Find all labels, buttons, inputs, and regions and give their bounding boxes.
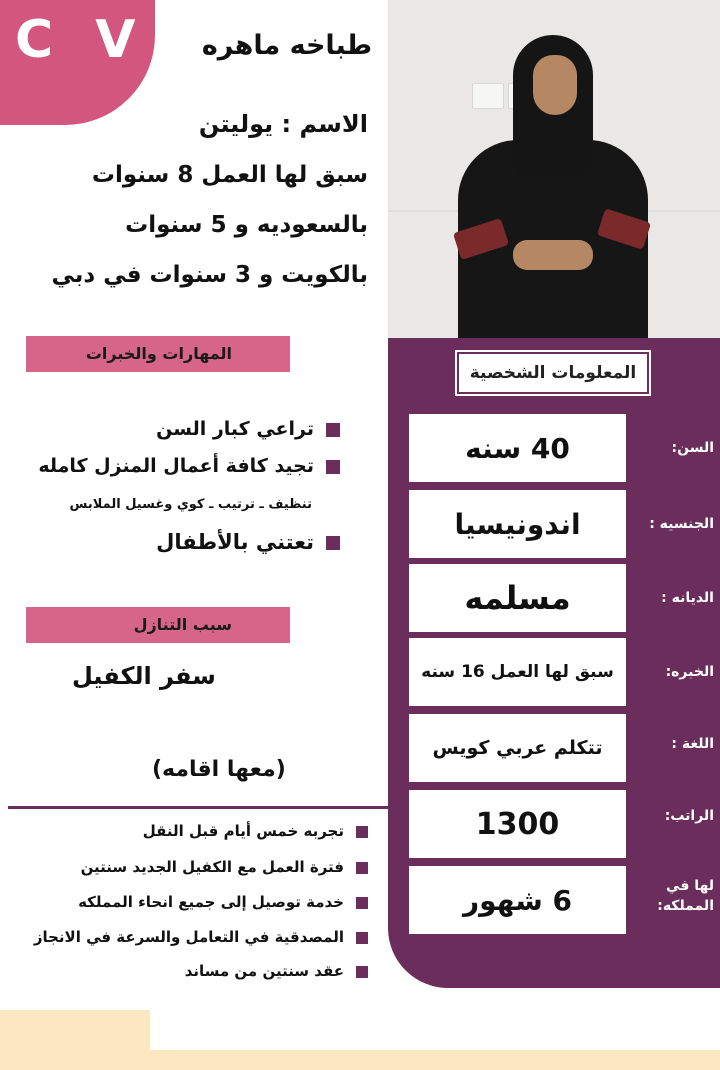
info-label-age: السن: (671, 440, 714, 456)
wall-outlet (472, 83, 504, 109)
skill-text: تجيد كافة أعمال المنزل كامله (38, 455, 314, 477)
person-face (533, 55, 577, 115)
info-label-language: اللغة : (671, 736, 714, 752)
residence-title: (معها اقامه) (152, 757, 286, 782)
bullet-square-icon (356, 932, 368, 944)
profile-photo (388, 0, 720, 338)
benefit-item (34, 928, 368, 946)
experience-summary: سبق لها العمل 8 سنوات بالسعوديه و 5 سنوات بالكويت و 3 سنوات في دبي (51, 162, 368, 288)
bullet-square-icon (356, 862, 368, 874)
benefit-text: عقد سنتين من مساند (184, 962, 344, 980)
job-title: طباخه ماهره (201, 30, 372, 61)
info-value-time-in-kingdom: 6 شهور (409, 866, 626, 934)
bullet-square-icon (326, 423, 340, 437)
info-label-religion: الديانه : (661, 590, 714, 606)
skill-text: تعتني بالأطفال (156, 530, 314, 554)
person-hands (513, 240, 593, 270)
bullet-square-icon (356, 966, 368, 978)
skill-text: تراعي كبار السن (156, 418, 314, 440)
benefit-item (143, 822, 368, 840)
footer-band-white (150, 1010, 720, 1050)
info-value-language: تتكلم عربي كويس (409, 714, 626, 782)
benefit-item (81, 858, 368, 876)
skills-heading: المهارات والخبرات (26, 336, 290, 372)
section-divider (8, 806, 388, 809)
skill-subnote: تنظيف ـ ترتيب ـ كوي وغسيل الملابس (69, 497, 312, 512)
name-value: يوليتن (198, 110, 274, 138)
name-label: الاسم : (281, 110, 368, 138)
release-reason-heading: سبب التنازل (26, 607, 290, 643)
bullet-square-icon (356, 897, 368, 909)
bullet-square-icon (326, 460, 340, 474)
skill-item (156, 418, 340, 440)
skill-item (156, 530, 340, 554)
info-value-religion: مسلمه (409, 564, 626, 632)
release-reason-text: سفر الكفيل (72, 662, 216, 690)
info-value-experience: سبق لها العمل 16 سنه (409, 638, 626, 706)
bullet-square-icon (356, 826, 368, 838)
info-label-nationality: الجنسيه : (649, 516, 714, 532)
benefit-item (78, 893, 368, 911)
info-value-salary: 1300 (409, 790, 626, 858)
benefit-text: فترة العمل مع الكفيل الجديد سنتين (80, 858, 344, 876)
benefit-item (185, 962, 368, 980)
name-row (199, 110, 368, 138)
personal-info-heading: المعلومات الشخصية (457, 352, 649, 394)
info-value-age: 40 سنه (409, 414, 626, 482)
benefit-text: المصدقية في التعامل والسرعة في الانجاز (33, 928, 344, 946)
bullet-square-icon (326, 536, 340, 550)
info-value-nationality: اندونيسيا (409, 490, 626, 558)
info-label-salary: الراتب: (664, 808, 714, 824)
benefit-text: خدمة توصيل إلى جميع انحاء المملكه (78, 893, 344, 911)
skill-item (38, 455, 340, 477)
cv-label: C V (15, 10, 148, 70)
benefit-text: تجربه خمس أيام قبل النقل (142, 822, 344, 840)
info-label-experience: الخبره: (665, 664, 714, 680)
info-label-time-in-kingdom: لها في المملكه: (657, 878, 714, 914)
